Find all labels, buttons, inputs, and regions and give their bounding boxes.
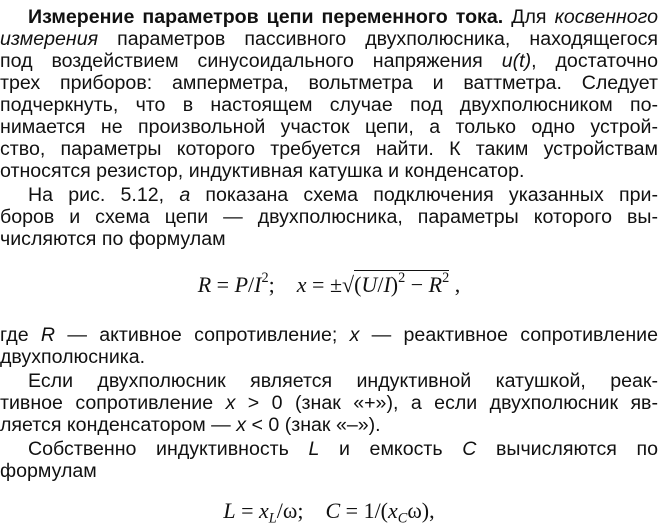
paragraph-1-line-5: подчеркнуть, что в настоящем случае под двухполюсником по- — [0, 94, 658, 116]
paragraph-4-line-2: тивное сопротивление x > 0 (знак «+»), а если двухполюсник яв- — [0, 392, 658, 414]
paragraph-1-line-1: Измерение параметров цепи переменного тока. Для косвенного — [28, 6, 658, 28]
paragraph-5-line-2: формулам — [0, 460, 97, 482]
paragraph-4-line-3: ляется конденсатором — x < 0 (знак «–»). — [0, 414, 381, 436]
formula-inductance-capacitance: $L = x_L/\omega$; $C = 1/(x_C\omega)$, — [223, 498, 435, 526]
paragraph-3-line-1: где R — активное сопротивление; x — реактивное сопротивление — [0, 324, 658, 346]
paragraph-1-line-4: трех приборов: амперметра, вольтметра и ваттметра. Следует — [0, 72, 658, 94]
paragraph-4-line-1: Если двухполюсник является индуктивной катушкой, реак- — [28, 370, 658, 392]
paragraph-3-line-2: двухполюсника. — [0, 346, 146, 368]
paragraph-1-line-6: нимается не произвольной участок цепи, а только одно устрой- — [0, 116, 658, 138]
paragraph-2-line-3: числяются по формулам — [0, 228, 226, 250]
paragraph-1-line-8: относятся резистор, индуктивная катушка и конденсатор. — [0, 160, 525, 182]
sqrt-sign: √ — [342, 272, 355, 297]
paragraph-2-line-1: На рис. 5.12, а показана схема подключения указанных при- — [28, 184, 658, 206]
paragraph-2-line-2: боров и схема цепи — двухполюсника, параметры которого вы- — [0, 206, 658, 228]
paragraph-1-line-3: под воздействием синусоидального напряжения u(t), достаточно — [0, 50, 658, 72]
paragraph-1-line-2: измерения параметров пассивного двухполюсника, находящегося — [0, 28, 658, 50]
sqrt-radicand: $(U/I)^2 - R^2$ — [354, 270, 450, 297]
formula-resistance-reactance: $R = P/I^2$; $x = \pm√(U/I)^2 - R^2$ , — [197, 270, 461, 297]
section-heading: Измерение параметров цепи переменного тока. — [28, 6, 504, 28]
paragraph-5-line-1: Собственно индуктивность L и емкость C вычисляются по — [28, 438, 658, 460]
paragraph-1-line-7: ство, параметры которого требуется найти. К таким устройствам — [0, 138, 658, 160]
